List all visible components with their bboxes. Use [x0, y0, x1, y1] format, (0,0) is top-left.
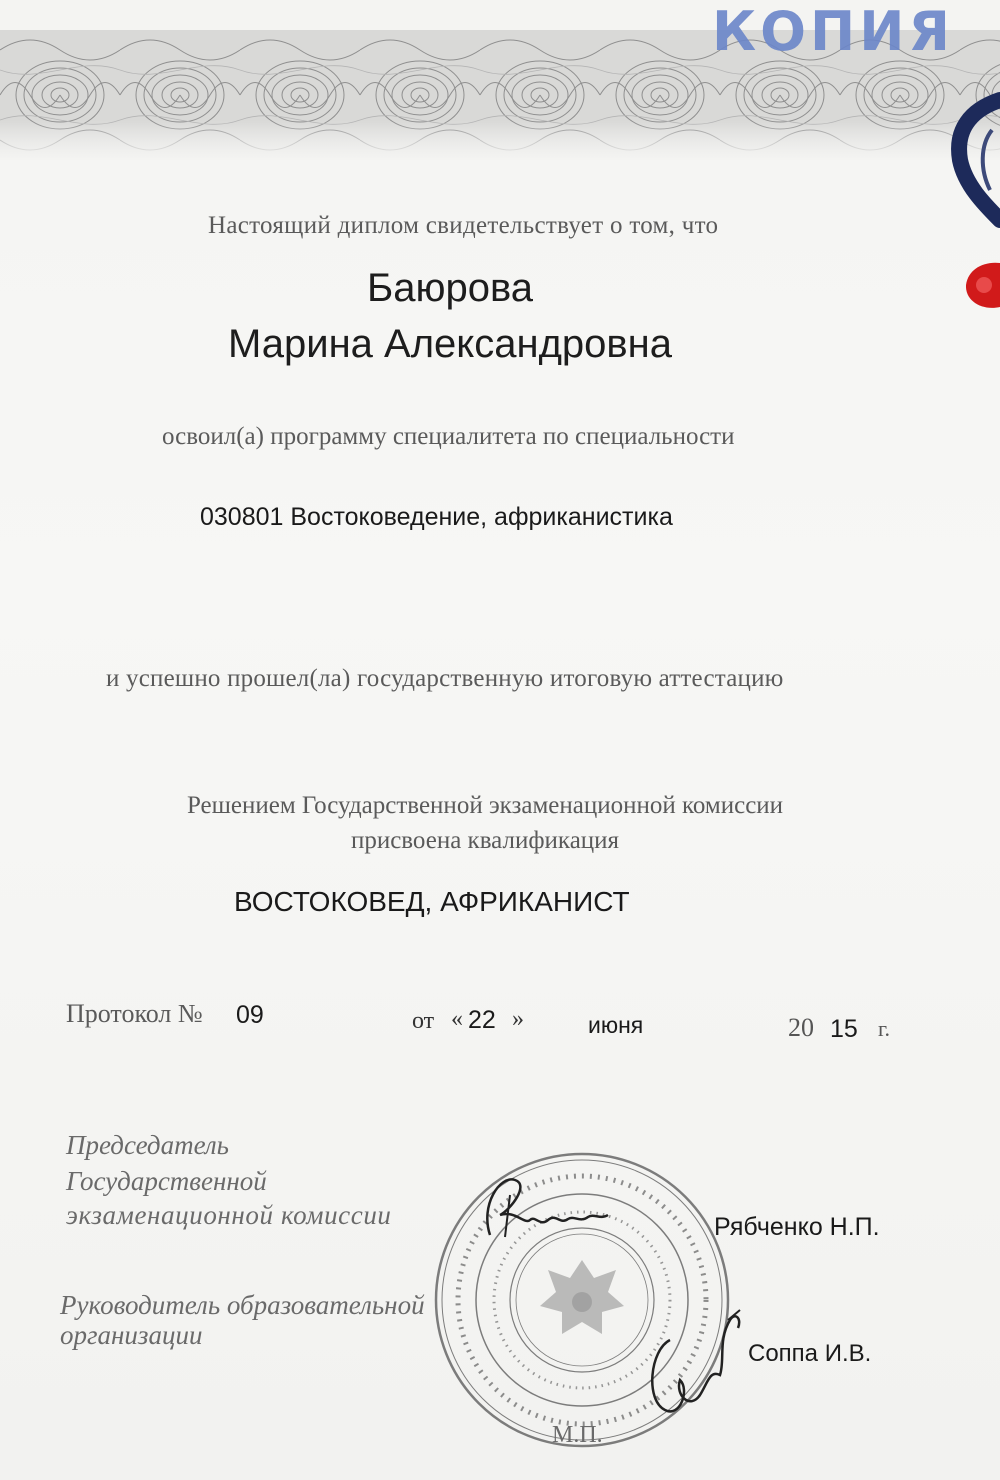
protocol-label: Протокол № — [66, 999, 203, 1028]
wax-seal-icon — [954, 255, 1000, 315]
chair-title-line2: Государственной — [66, 1166, 267, 1196]
head-name: Соппа И.В. — [748, 1340, 872, 1367]
commission-decision-text: Решением Государственной экзаменационной комиссии — [186, 792, 784, 819]
copy-stamp: КОПИЯ — [712, 0, 955, 63]
protocol-year-unit: г. — [878, 1016, 891, 1041]
intro-text: Настоящий диплом свидетельствует о том, что — [208, 212, 719, 239]
passed-text: и успешно прошел(ла) государственную итоговую аттестацию — [106, 665, 784, 692]
quote-close: » — [512, 1006, 524, 1032]
head-signature-icon — [630, 1300, 750, 1430]
graduate-given-names: Марина Александровна — [227, 322, 673, 366]
protocol-year-suffix: 15 — [830, 1015, 858, 1043]
qualification-assigned-text: присвоена квалификация — [350, 827, 620, 854]
protocol-year-century: 20 — [788, 1013, 814, 1042]
specialty: 030801 Востоковедение, африканистика — [200, 503, 673, 531]
head-title-line1: Руководитель образовательной — [60, 1290, 425, 1320]
chair-title-line1: Председатель — [66, 1130, 229, 1160]
protocol-month: июня — [588, 1012, 644, 1038]
graduate-surname: Баюрова — [366, 266, 534, 310]
chair-signature-icon — [470, 1165, 620, 1245]
protocol-number: 09 — [236, 1001, 264, 1029]
chair-title-line3: экзаменационной комиссии — [66, 1200, 392, 1230]
quote-open: « — [451, 1006, 463, 1032]
qualification: ВОСТОКОВЕД, АФРИКАНИСТ — [234, 886, 630, 917]
head-title-line2: организации — [60, 1320, 203, 1350]
ribbon-icon — [930, 90, 1000, 230]
seal-place-label: М.П. — [552, 1422, 603, 1448]
protocol-from-label: от — [412, 1008, 435, 1034]
mastered-text: освоил(а) программу специалитета по специальности — [162, 423, 735, 450]
chair-name: Рябченко Н.П. — [714, 1213, 880, 1241]
protocol-day: 22 — [468, 1006, 496, 1034]
